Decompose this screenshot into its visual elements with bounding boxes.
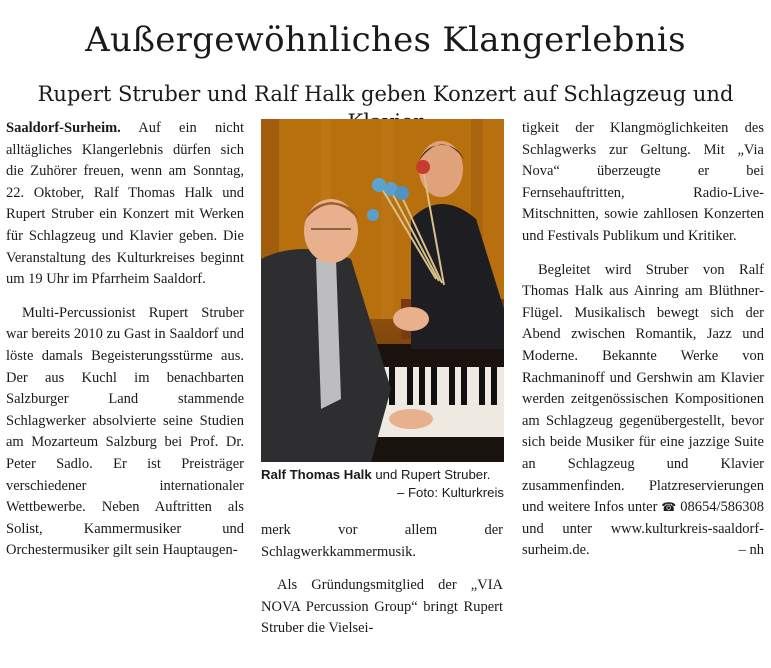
phone-number: 08654/586308 — [680, 499, 764, 516]
author-signature: – nh — [738, 542, 764, 559]
paragraph-struber: Multi-Percussionist Rupert Struber war bereits 2010 zu Gast in Saaldorf und löste damals Begeisterungsstürme aus. Der aus Kuchl im benachbarten Salzburger Land stammende Schlagwerker absolvierte seine Studien am Mozarteum Salzburg bei Prof. Dr. Peter Sadlo. Er ist Preisträger verschiedener internationaler Wettbewerbe. Neben Auftritten als Solist, Kammermusiker und Orchestermusiker gilt sein Hauptaugen- — [6, 304, 244, 559]
paragraph-halk-text: Begleitet wird Struber von Ralf Thomas Halk aus Ainring am Blüthner-Flügel. Musikalisch bewegt sich der Abend zwischen Romantik, Jazz und Moderne. Bekannte Werke von Rachmaninoff und Gershwin am Klavier werden zeitgenössischen Kompositionen am Schlagzeug gegenübergestellt, bevor sich beide Musiker für eine jazzige Suite an Schlagzeug und Klavier zusammenfinden. Platzreservierungen und weitere Infos unter — [522, 261, 764, 516]
musicians-photo-illustration — [261, 119, 504, 462]
dateline: Saaldorf-Surheim. — [6, 120, 121, 136]
paragraph-continued: merk vor allem der Schlagwerkkammermusik. — [261, 522, 503, 560]
column-1 — [6, 118, 244, 562]
article-headline: Außergewöhnliches Klangerlebnis — [85, 20, 686, 60]
piano-black-keys — [377, 367, 497, 405]
paragraph-intro-text: Auf ein nicht alltägliches Klangerlebnis dürfen sich die Zuhörer freuen, wenn am Sonntag, 22. Oktober, Ralf Thomas Halk und Rupert Struber ein Konzert mit Werken für Schlagzeug und Klavier geben. Die Veranstaltung des Kulturkreises beginnt um 19 Uhr im Pfarrheim Saaldorf. — [6, 120, 244, 288]
telephone-icon: ☎ — [661, 500, 677, 515]
paragraph-via-nova: Als Gründungsmitglied der „VIA NOVA Percussion Group“ bringt Rupert Struber die Vielsei- — [261, 577, 503, 637]
hand — [389, 409, 433, 429]
curtain-fold — [381, 119, 393, 319]
mallet-head — [395, 186, 409, 200]
caption-names: Ralf Thomas Halk — [261, 467, 372, 482]
mallet-head — [367, 209, 379, 221]
paragraph-continued: tigkeit der Klangmöglichkeiten des Schlagwerks zur Geltung. Mit „Via Nova“ überzeugte er bei Fernsehauftritten, Radio-Live-Mitschnitten, sowie zahllosen Konzerten und Festivals Publikum und Kritiker. — [522, 120, 764, 244]
caption-text: und Rupert Struber. — [375, 467, 491, 482]
website-text: und unter www.kulturkreis-saaldorf-surheim.de. — [522, 520, 764, 559]
paragraph-intro — [6, 118, 244, 291]
mallet-head — [416, 160, 430, 174]
hand — [393, 307, 429, 331]
photo-caption — [261, 466, 504, 502]
column-2 — [261, 520, 503, 640]
column-3 — [522, 118, 764, 562]
paragraph-halk — [522, 260, 764, 562]
article-subheadline: Rupert Struber und Ralf Halk geben Konzert auf Schlagzeug und — [37, 82, 734, 106]
concert-photo — [261, 119, 504, 462]
mallet-head — [372, 178, 386, 192]
photo-credit: – Foto: Kulturkreis — [396, 485, 504, 500]
